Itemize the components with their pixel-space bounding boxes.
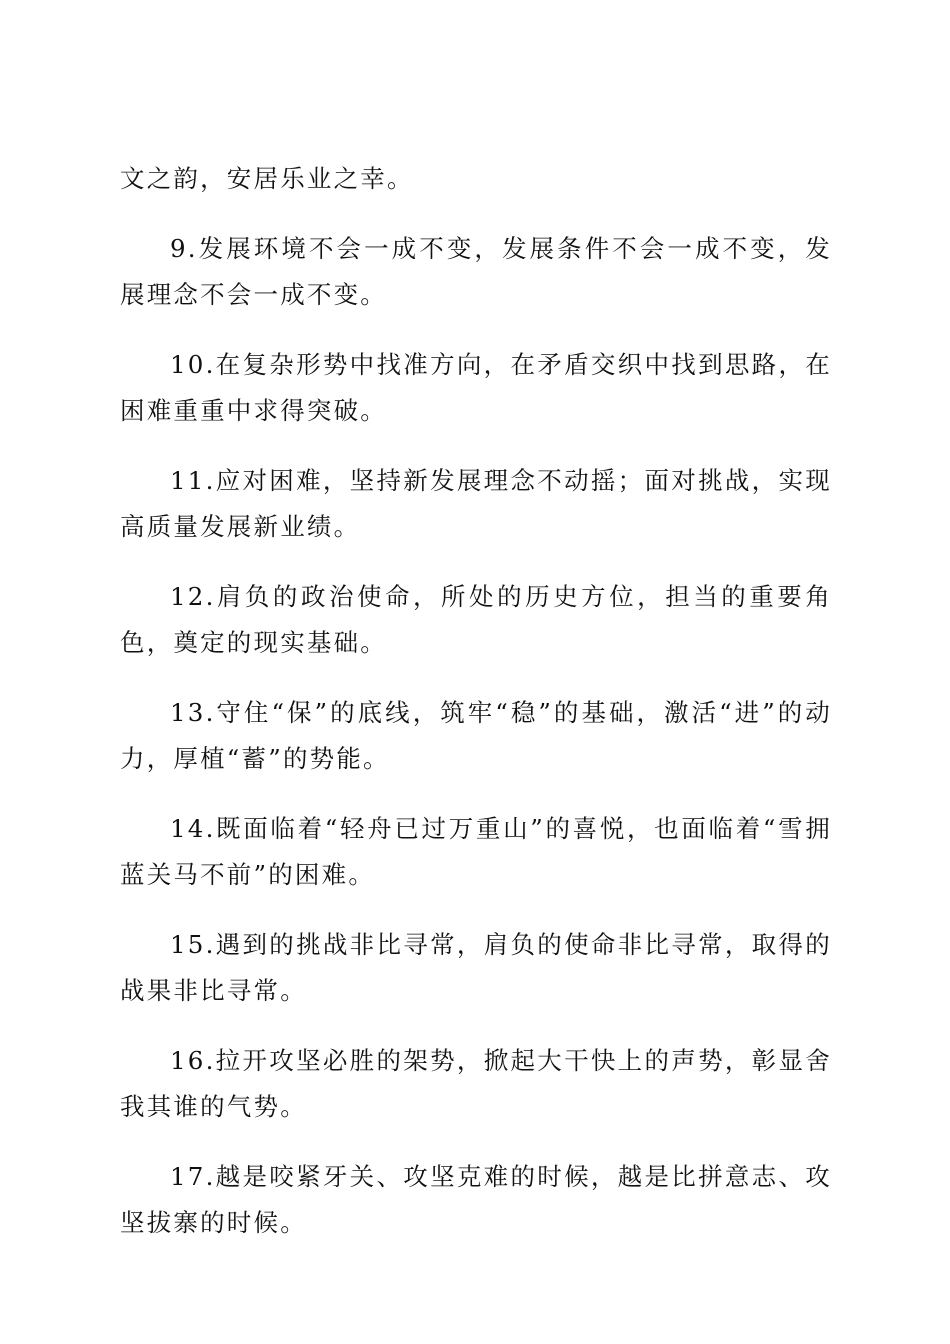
paragraph-item-16: 16.拉开攻坚必胜的架势，掀起大干快上的声势，彰显舍我其谁的气势。 — [120, 1046, 832, 1121]
paragraph-item-12: 12.肩负的政治使命，所处的历史方位，担当的重要角色，奠定的现实基础。 — [120, 582, 832, 657]
paragraph-item-14: 14.既面临着“轻舟已过万重山”的喜悦，也面临着“雪拥蓝关马不前”的困难。 — [120, 814, 832, 889]
paragraph-continuation: 文之韵，安居乐业之幸。 — [120, 164, 414, 193]
paragraph-item-9: 9.发展环境不会一成不变，发展条件不会一成不变，发展理念不会一成不变。 — [120, 234, 832, 309]
paragraph-item-10: 10.在复杂形势中找准方向，在矛盾交织中找到思路，在困难重重中求得突破。 — [120, 350, 832, 425]
document-page — [120, 156, 832, 1270]
paragraph-item-13: 13.守住“保”的底线，筑牢“稳”的基础，激活“进”的动力，厚植“蓄”的势能。 — [120, 698, 832, 773]
paragraph-item-15: 15.遇到的挑战非比寻常，肩负的使命非比寻常，取得的战果非比寻常。 — [120, 930, 832, 1005]
paragraph-item-11: 11.应对困难，坚持新发展理念不动摇；面对挑战，实现高质量发展新业绩。 — [120, 466, 832, 541]
paragraph-item-17: 17.越是咬紧牙关、攻坚克难的时候，越是比拼意志、攻坚拔寨的时候。 — [120, 1162, 832, 1237]
